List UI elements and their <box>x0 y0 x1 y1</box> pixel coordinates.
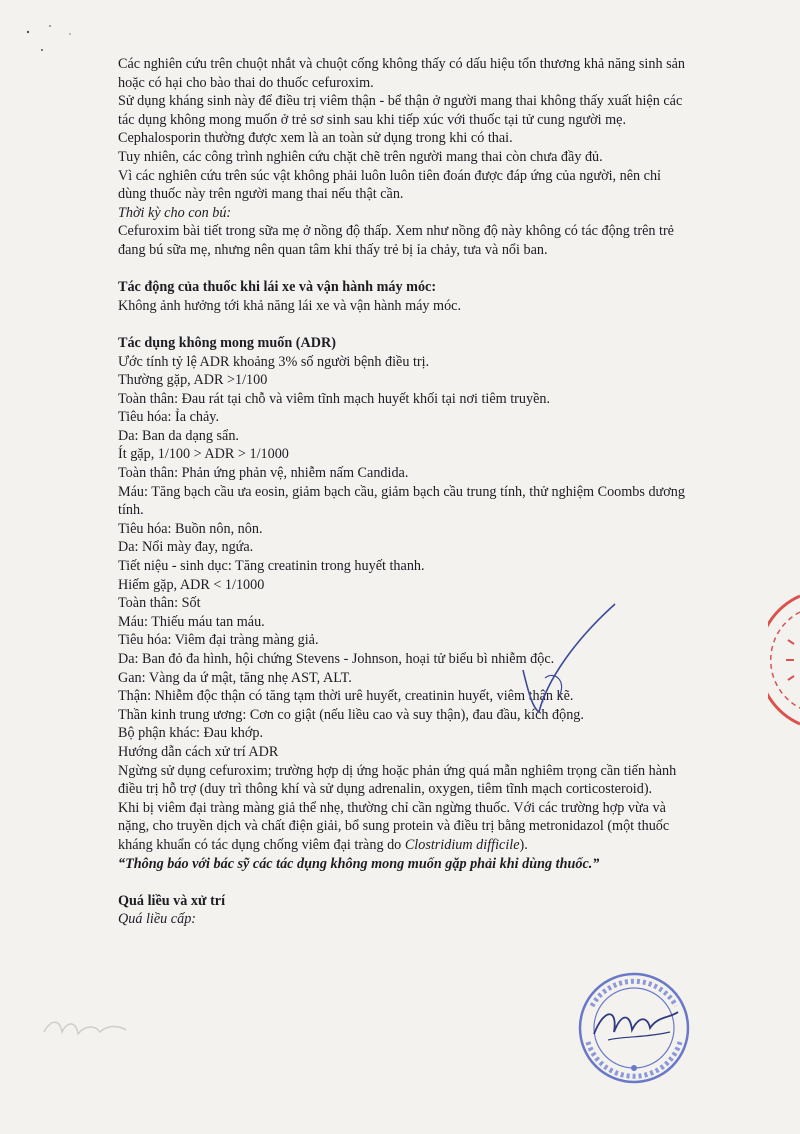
acute-overdose-heading: Quá liều cấp: <box>118 911 197 928</box>
adr-line: Da: Ban đỏ đa hình, hội chứng Stevens - Johnson, hoại tử biểu bì nhiễm độc. <box>118 651 555 667</box>
adr-line: Hướng dẫn cách xử trí ADR <box>118 743 279 760</box>
breastfeeding-heading: Thời kỳ cho con bú: <box>118 204 232 221</box>
adr-line: Hiếm gặp, ADR < 1/1000 <box>118 576 265 593</box>
adr-line: Toàn thân: Phản ứng phản vệ, nhiễm nấm Candida. <box>118 465 409 482</box>
adr-line: Máu: Thiếu máu tan máu. <box>118 613 265 630</box>
scan-specks <box>20 20 80 60</box>
adr-line: Tiêu hóa: Ỉa chảy. <box>118 409 219 426</box>
overdose-heading: Quá liều và xử trí <box>118 892 226 909</box>
adr-line: Tiêu hóa: Buồn nôn, nôn. <box>118 520 263 537</box>
adr-line: Da: Nổi mày đay, ngứa. <box>118 539 254 556</box>
colitis-text-a: Khi bị viêm đại tràng màng giả thể nhẹ, thường chỉ cần ngừng thuốc. Với các trường hợp vừa và nặng, cho truyền dịch và chất điện giải, bổ sung protein và điều trị bằng metronidazol (một thuốc kháng khuẩn có tác dụng chống viêm đại tràng do <box>118 799 670 853</box>
spacer <box>118 260 686 279</box>
adr-line: Ít gặp, 1/100 > ADR > 1/1000 <box>118 446 289 463</box>
adr-heading: Tác dụng không mong muốn (ADR) <box>118 334 336 351</box>
faint-signature <box>40 1008 130 1048</box>
adr-line: Ngừng sử dụng cefuroxim; trường hợp dị ứng hoặc phản ứng quá mẫn nghiêm trọng cần tiến hành điều trị hỗ trợ (duy trì thông khí và sử dụng adrenalin, oxygen, tiêm tĩnh mạch corticosteroid). <box>118 762 677 798</box>
pregnancy-paragraph-2: Sử dụng kháng sinh này để điều trị viêm thận - bể thận ở người mang thai không thấy xuất hiện các tác dụng không mong muốn ở trẻ sơ sinh sau khi tiếp xúc với thuốc tại tử cung người mẹ. Cephalosporin thường được xem là an toàn sử dụng trong khi có thai. <box>118 93 683 147</box>
driving-text: Không ảnh hưởng tới khả năng lái xe và vận hành máy móc. <box>118 297 462 314</box>
adr-line: Bộ phận khác: Đau khớp. <box>118 725 264 742</box>
adr-line: Máu: Tăng bạch cầu ưa eosin, giảm bạch cầu, giảm bạch cầu trung tính, thử nghiệm Coombs dương tính. <box>118 483 685 519</box>
adr-line: Da: Ban da dạng sẩn. <box>118 427 239 444</box>
pregnancy-paragraph-3: Tuy nhiên, các công trình nghiên cứu chặt chẽ trên người mang thai còn chưa đầy đủ. <box>118 148 603 165</box>
adr-line: Gan: Vàng da ứ mật, tăng nhẹ AST, ALT. <box>118 669 352 686</box>
spacer <box>118 315 686 334</box>
adr-line: Tiết niệu - sinh dục: Tăng creatinin trong huyết thanh. <box>118 558 425 575</box>
colitis-paragraph <box>118 799 686 855</box>
colitis-organism: Clostridium difficile <box>404 836 520 853</box>
pregnancy-paragraph-1: Các nghiên cứu trên chuột nhắt và chuột cống không thấy có dấu hiệu tổn thương khả năng sinh sản hoặc có hại cho bào thai do thuốc cefuroxim. <box>118 56 686 91</box>
adr-line: Ước tính tỷ lệ ADR khoảng 3% số người bệnh điều trị. <box>118 353 430 370</box>
red-stamp-fragment <box>768 590 800 730</box>
adr-line: Toàn thân: Đau rát tại chỗ và viêm tĩnh mạch huyết khối tại nơi tiêm truyền. <box>118 390 551 407</box>
colitis-text-b: ). <box>519 836 528 853</box>
spacer <box>118 873 686 892</box>
adr-line: Tiêu hóa: Viêm đại tràng màng giả. <box>118 632 319 649</box>
pregnancy-paragraph-4: Vì các nghiên cứu trên súc vật không phải luôn luôn tiên đoán được đáp ứng của người, nên chỉ dùng thuốc này trên người mang thai nếu thật cần. <box>118 167 661 203</box>
company-stamp <box>574 968 694 1088</box>
adr-line: Thận: Nhiễm độc thận có tăng tạm thời urê huyết, creatinin huyết, viêm thận kẽ. <box>118 688 574 705</box>
adr-line: Thường gặp, ADR >1/100 <box>118 372 268 389</box>
doctor-notice: “Thông báo với bác sỹ các tác dụng không mong muốn gặp phải khi dùng thuốc.” <box>118 855 600 872</box>
document-page <box>118 55 686 929</box>
adr-line: Toàn thân: Sốt <box>118 595 201 612</box>
driving-heading: Tác động của thuốc khi lái xe và vận hành máy móc: <box>118 279 437 296</box>
signature-mark <box>515 600 625 720</box>
adr-line: Thần kinh trung ương: Cơn co giật (nếu liều cao và suy thận), đau đầu, kích động. <box>118 706 584 723</box>
breastfeeding-text: Cefuroxim bài tiết trong sữa mẹ ở nồng độ thấp. Xem như nồng độ này không có tác động trên trẻ đang bú sữa mẹ, nhưng nên quan tâm khi thấy trẻ bị ỉa chảy, tưa và nổi ban. <box>118 223 674 258</box>
